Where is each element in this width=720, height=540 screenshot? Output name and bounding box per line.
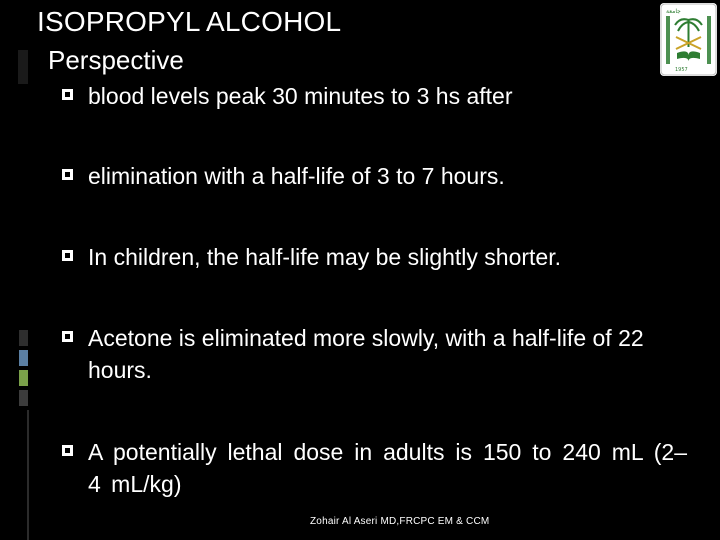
- slide-subtitle: Perspective: [48, 45, 184, 75]
- list-item: [62, 241, 687, 273]
- slide-title: ISOPROPYL ALCOHOL: [37, 6, 342, 37]
- list-item: [62, 80, 687, 112]
- bullet-text: A potentially lethal dose in adults is 150 to 240 mL (2–4 mL/kg): [88, 439, 687, 497]
- university-logo-icon: [660, 3, 717, 76]
- list-item: [62, 322, 687, 386]
- bullet-text: elimination with a half-life of 3 to 7 hours.: [88, 163, 505, 189]
- bullet-square-icon: [62, 169, 73, 180]
- bullet-square-icon: [62, 445, 73, 456]
- decorative-color-bars: [19, 330, 28, 410]
- footer-author: Zohair Al Aseri MD,FRCPC EM & CCM: [310, 516, 490, 527]
- bullet-text: blood levels peak 30 minutes to 3 hs after: [88, 83, 513, 109]
- bullet-square-icon: [62, 89, 73, 100]
- bullet-square-icon: [62, 250, 73, 261]
- svg-text:1957: 1957: [675, 67, 688, 73]
- bullet-square-icon: [62, 331, 73, 342]
- decorative-strip: [18, 50, 28, 84]
- list-item: [62, 436, 687, 500]
- decorative-line: [27, 410, 29, 540]
- bullet-text: Acetone is eliminated more slowly, with a half-life of 22 hours.: [88, 325, 644, 383]
- bullet-text: In children, the half-life may be slightly shorter.: [88, 244, 562, 270]
- list-item: [62, 160, 687, 192]
- svg-text:جامعة: جامعة: [666, 8, 681, 15]
